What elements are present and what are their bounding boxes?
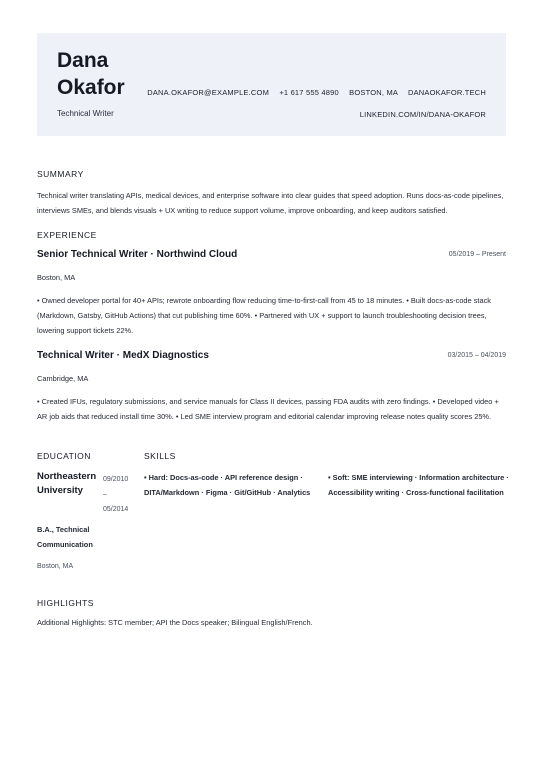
resume-header bbox=[37, 33, 506, 136]
linkedin-link[interactable]: LINKEDIN.COM/IN/DANA-OKAFOR bbox=[359, 110, 486, 119]
education-dash: – bbox=[103, 491, 107, 498]
location-text: BOSTON, MA bbox=[349, 88, 398, 97]
experience-heading: EXPERIENCE bbox=[37, 230, 97, 240]
education-heading: EDUCATION bbox=[37, 451, 91, 461]
education-location: Boston, MA bbox=[37, 563, 74, 570]
job-title: Technical Writer · MedX Diagnostics bbox=[37, 350, 209, 361]
degree-name: B.A., Technical Communication bbox=[37, 525, 93, 549]
job-location: Cambridge, MA bbox=[37, 374, 89, 383]
first-name: Dana bbox=[57, 49, 109, 72]
job-title: Senior Technical Writer · Northwind Cloud bbox=[37, 249, 238, 260]
soft-skills: • Soft: SME interviewing · Information architecture · Accessibility writing · Cross-functional facilitation bbox=[328, 473, 509, 497]
education-dates bbox=[103, 472, 135, 517]
contact-row bbox=[139, 88, 486, 97]
job-dates: 03/2015 – 04/2019 bbox=[447, 352, 506, 359]
hard-skills: • Hard: Docs-as-code · API reference design · DITA/Markdown · Figma · Git/GitHub · Analytics bbox=[144, 473, 311, 497]
website-link[interactable]: DANAOKAFOR.TECH bbox=[407, 88, 486, 97]
job-location: Boston, MA bbox=[37, 273, 76, 282]
skills-heading: SKILLS bbox=[144, 451, 176, 461]
education-end: 05/2014 bbox=[103, 506, 129, 513]
summary-heading: SUMMARY bbox=[37, 169, 84, 179]
summary-text: Technical writer translating APIs, medical devices, and enterprise software into clear guides that speed adoption. Runs docs-as-code pipelines, interviews SMEs, and blends visuals + UX writing to reduce support volume, improve onboarding, and keep auditors satisfied. bbox=[37, 191, 504, 215]
job-dates: 05/2019 – Present bbox=[448, 251, 506, 258]
job-role: Technical Writer bbox=[57, 109, 114, 118]
highlights-heading: HIGHLIGHTS bbox=[37, 598, 94, 608]
job-details: • Owned developer portal for 40+ APIs; rewrote onboarding flow reducing time-to-first-call from 45 to 18 minutes. • Built docs-as-code stack (Markdown, Gatsby, GitHub Actions) that cut publishing time 60%. • Partnered with UX + support to launch troubleshooting decision trees, lowering support tickets 22%. bbox=[37, 296, 491, 335]
highlights-text: Additional Highlights: STC member; API the Docs speaker; Bilingual English/French. bbox=[37, 618, 313, 627]
last-name: Okafor bbox=[57, 76, 125, 99]
school-name: Northeastern University bbox=[37, 471, 97, 496]
phone-text: +1 617 555 4890 bbox=[279, 88, 339, 97]
email-link[interactable]: DANA.OKAFOR@EXAMPLE.COM bbox=[147, 88, 270, 97]
candidate-name bbox=[57, 47, 125, 101]
education-start: 09/2010 bbox=[103, 476, 129, 483]
job-details: • Created IFUs, regulatory submissions, and service manuals for Class II devices, passing FDA audits with zero findings. • Developed video + AR job aids that reduced install time 30%. • Led SME interview program and editorial calendar improving release notes quality scores 25%. bbox=[37, 397, 499, 421]
